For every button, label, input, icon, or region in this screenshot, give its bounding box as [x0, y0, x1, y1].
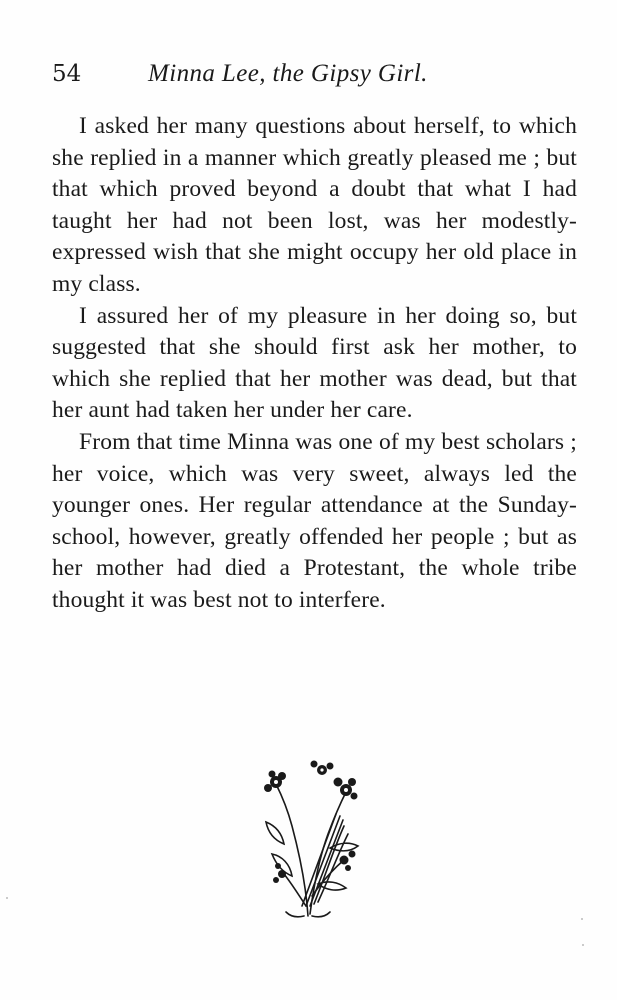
- page-number: 54: [52, 61, 82, 87]
- running-title: Minna Lee, the Gipsy Girl.: [148, 60, 428, 87]
- running-head: [52, 58, 577, 94]
- paragraph-1: I asked her many questions about herself, to which she replied in a manner which greatly pleased me ; but that which proved beyond a doubt that what I had taught her had not been lost, was her modestly-expressed wish that she might occupy her old place in my class.: [52, 113, 577, 297]
- paragraph-3: From that time Minna was one of my best scholars ; her voice, which was very sweet, always led the younger ones. Her regular attendance at the Sunday-school, however, greatly offended her people ; but as her mother had died a Protestant, the whole tribe thought it was best not to interfere.: [52, 428, 577, 613]
- paragraph-2: I assured her of my pleasure in her doing so, but suggested that she should first ask her mother, to which she replied that her mother was dead, but that her aunt had taken her under her care.: [52, 302, 577, 424]
- floral-sprig-icon: [248, 756, 368, 924]
- paper-speck: [582, 944, 584, 946]
- paper-speck: [6, 897, 8, 899]
- body-text: [52, 111, 577, 617]
- paper-speck: [581, 918, 583, 920]
